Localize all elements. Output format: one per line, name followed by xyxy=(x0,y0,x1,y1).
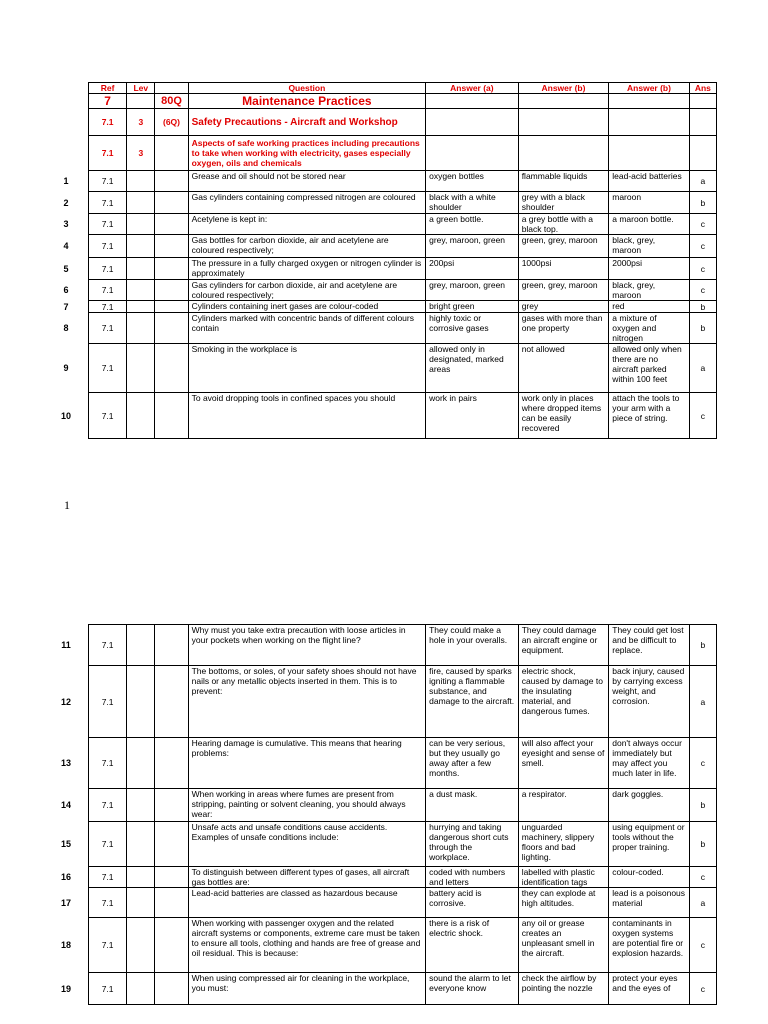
question-count xyxy=(155,192,188,214)
header-ref: Ref xyxy=(89,83,127,94)
answer-c: red xyxy=(609,301,690,313)
question-text: Cylinders marked with concentric bands of different colours contain xyxy=(188,313,426,344)
header-question: Question xyxy=(188,83,426,94)
question-lev xyxy=(127,344,155,393)
answer-a: They could make a hole in your overalls. xyxy=(426,625,519,666)
question-ref: 7.1 xyxy=(89,258,127,280)
answer-a: highly toxic or corrosive gases xyxy=(426,313,519,344)
answer-b: green, grey, maroon xyxy=(518,280,609,301)
question-lev xyxy=(127,301,155,313)
header-answer-a: Answer (a) xyxy=(426,83,519,94)
question-ref: 7.1 xyxy=(89,738,127,789)
question-ref: 7.1 xyxy=(89,280,127,301)
aspect-text: Aspects of safe working practices including precautions to take when working with electricity, gases especially oxygen, oils and chemicals xyxy=(188,136,426,171)
row-number: 3 xyxy=(63,219,69,229)
question-row xyxy=(89,313,717,344)
answer-b: they can explode at high altitudes. xyxy=(518,888,609,918)
answer-b: grey xyxy=(518,301,609,313)
answer-b: green, grey, maroon xyxy=(518,235,609,258)
correct-answer: c xyxy=(689,867,716,888)
question-text: Cylinders containing inert gases are colour-coded xyxy=(188,301,426,313)
question-count xyxy=(155,822,188,867)
question-ref: 7.1 xyxy=(89,235,127,258)
answer-b: unguarded machinery, slippery floors and bad lighting. xyxy=(518,822,609,867)
question-count xyxy=(155,393,188,439)
answer-c: dark goggles. xyxy=(609,789,690,822)
question-lev xyxy=(127,171,155,192)
question-ref: 7.1 xyxy=(89,192,127,214)
question-lev xyxy=(127,888,155,918)
question-row xyxy=(89,888,717,918)
answer-c: lead-acid batteries xyxy=(609,171,690,192)
correct-answer: b xyxy=(689,625,716,666)
answer-b: work only in places where dropped items can be easily recovered xyxy=(518,393,609,439)
question-ref: 7.1 xyxy=(89,822,127,867)
question-text: The bottoms, or soles, of your safety shoes should not have nails or any metallic objects inserted in them. This is to prevent: xyxy=(188,666,426,738)
correct-answer: c xyxy=(689,393,716,439)
question-count xyxy=(155,280,188,301)
question-table-page-2 xyxy=(88,624,717,1005)
question-row xyxy=(89,625,717,666)
row-number: 5 xyxy=(63,263,69,274)
question-count xyxy=(155,666,188,738)
answer-a: 200psi xyxy=(426,258,519,280)
page-number: 1 xyxy=(64,498,70,512)
table-header-row xyxy=(89,83,717,94)
question-ref: 7.1 xyxy=(89,313,127,344)
section-count: (6Q) xyxy=(155,109,188,136)
correct-answer: c xyxy=(689,235,716,258)
question-count xyxy=(155,313,188,344)
answer-c: contaminants in oxygen systems are potential fire or explosion hazards. xyxy=(609,918,690,973)
section-ref: 7.1 xyxy=(89,109,127,136)
correct-answer: a xyxy=(689,171,716,192)
question-lev xyxy=(127,822,155,867)
question-ref: 7.1 xyxy=(89,301,127,313)
correct-answer: b xyxy=(689,192,716,214)
question-text: To distinguish between different types of gases, all aircraft gas bottles are: xyxy=(188,867,426,888)
answer-c: a mixture of oxygen and nitrogen xyxy=(609,313,690,344)
row-number: 6 xyxy=(63,285,69,295)
answer-b: 1000psi xyxy=(518,258,609,280)
question-text: When working with passenger oxygen and the related aircraft systems or components, extreme care must be taken to ensure all tools, clothing and hands are free of grease and oil residual. This is because: xyxy=(188,918,426,973)
answer-b: a respirator. xyxy=(518,789,609,822)
answer-a: work in pairs xyxy=(426,393,519,439)
row-number: 2 xyxy=(63,197,69,208)
question-lev xyxy=(127,973,155,1005)
aspect-row xyxy=(89,136,717,171)
question-count xyxy=(155,918,188,973)
question-count xyxy=(155,214,188,235)
answer-a: black with a white shoulder xyxy=(426,192,519,214)
answer-a: there is a risk of electric shock. xyxy=(426,918,519,973)
answer-a: a green bottle. xyxy=(426,214,519,235)
answer-a: sound the alarm to let everyone know xyxy=(426,973,519,1005)
question-row xyxy=(89,280,717,301)
module-lev xyxy=(127,94,155,109)
question-text: When using compressed air for cleaning in the workplace, you must: xyxy=(188,973,426,1005)
correct-answer: c xyxy=(689,918,716,973)
question-ref: 7.1 xyxy=(89,214,127,235)
row-number: 12 xyxy=(60,696,71,707)
question-ref: 7.1 xyxy=(89,918,127,973)
correct-answer: a xyxy=(689,344,716,393)
aspect-lev: 3 xyxy=(127,136,155,171)
question-row xyxy=(89,301,717,313)
answer-b: flammable liquids xyxy=(518,171,609,192)
answer-c: using equipment or tools without the proper training. xyxy=(609,822,690,867)
question-lev xyxy=(127,192,155,214)
question-ref: 7.1 xyxy=(89,973,127,1005)
question-count xyxy=(155,973,188,1005)
correct-answer: c xyxy=(689,258,716,280)
question-row xyxy=(89,214,717,235)
answer-a: coded with numbers and letters xyxy=(426,867,519,888)
question-ref: 7.1 xyxy=(89,888,127,918)
header-lev: Lev xyxy=(127,83,155,94)
answer-c: attach the tools to your arm with a piece of string. xyxy=(609,393,690,439)
answer-b: grey with a black shoulder xyxy=(518,192,609,214)
correct-answer: a xyxy=(689,666,716,738)
row-number: 11 xyxy=(61,640,71,650)
question-ref: 7.1 xyxy=(89,867,127,888)
answer-b: They could damage an aircraft engine or equipment. xyxy=(518,625,609,666)
question-text: Acetylene is kept in: xyxy=(188,214,426,235)
header-answer-c: Answer (b) xyxy=(609,83,690,94)
question-row xyxy=(89,344,717,393)
answer-a: battery acid is corrosive. xyxy=(426,888,519,918)
question-row xyxy=(89,666,717,738)
question-row xyxy=(89,918,717,973)
question-ref: 7.1 xyxy=(89,666,127,738)
answer-b: any oil or grease creates an unpleasant smell in the aircraft. xyxy=(518,918,609,973)
answer-c: black, grey, maroon xyxy=(609,235,690,258)
row-number: 13 xyxy=(60,758,71,768)
answer-b: will also affect your eyesight and sense of smell. xyxy=(518,738,609,789)
question-text: Gas cylinders containing compressed nitrogen are coloured xyxy=(188,192,426,214)
question-ref: 7.1 xyxy=(89,625,127,666)
question-text: Grease and oil should not be stored near xyxy=(188,171,426,192)
question-count xyxy=(155,867,188,888)
answer-a: fire, caused by sparks igniting a flammable substance, and damage to the aircraft. xyxy=(426,666,519,738)
question-lev xyxy=(127,666,155,738)
correct-answer: c xyxy=(689,280,716,301)
question-lev xyxy=(127,393,155,439)
question-count xyxy=(155,625,188,666)
question-row xyxy=(89,235,717,258)
aspect-ref: 7.1 xyxy=(89,136,127,171)
section-title: Safety Precautions - Aircraft and Workshop xyxy=(188,109,426,136)
question-count xyxy=(155,888,188,918)
answer-c: 2000psi xyxy=(609,258,690,280)
question-ref: 7.1 xyxy=(89,789,127,822)
question-lev xyxy=(127,313,155,344)
module-count: 80Q xyxy=(155,94,188,109)
question-row xyxy=(89,258,717,280)
answer-c: a maroon bottle. xyxy=(609,214,690,235)
question-lev xyxy=(127,258,155,280)
row-number: 8 xyxy=(63,323,69,333)
answer-b: gases with more than one property xyxy=(518,313,609,344)
correct-answer: b xyxy=(689,822,716,867)
row-number: 19 xyxy=(60,983,71,994)
answer-c: They could get lost and be difficult to replace. xyxy=(609,625,690,666)
row-number: 16 xyxy=(60,872,71,882)
row-number: 17 xyxy=(60,897,71,908)
correct-answer: a xyxy=(689,888,716,918)
question-text: When working in areas where fumes are present from stripping, painting or solvent cleaning, you should always wear: xyxy=(188,789,426,822)
header-ans: Ans xyxy=(689,83,716,94)
question-row xyxy=(89,192,717,214)
answer-c: protect your eyes and the eyes of xyxy=(609,973,690,1005)
row-number: 18 xyxy=(60,940,71,950)
question-lev xyxy=(127,235,155,258)
question-text: Unsafe acts and unsafe conditions cause accidents. Examples of unsafe conditions include: xyxy=(188,822,426,867)
answer-c: lead is a poisonous material xyxy=(609,888,690,918)
question-count xyxy=(155,738,188,789)
question-ref: 7.1 xyxy=(89,393,127,439)
correct-answer: b xyxy=(689,789,716,822)
section-row xyxy=(89,109,717,136)
correct-answer: c xyxy=(689,738,716,789)
correct-answer: c xyxy=(689,973,716,1005)
question-lev xyxy=(127,280,155,301)
answer-b: a grey bottle with a black top. xyxy=(518,214,609,235)
question-lev xyxy=(127,625,155,666)
answer-a: grey, maroon, green xyxy=(426,235,519,258)
module-row xyxy=(89,94,717,109)
answer-a: a dust mask. xyxy=(426,789,519,822)
question-row xyxy=(89,789,717,822)
question-count xyxy=(155,789,188,822)
question-lev xyxy=(127,214,155,235)
question-lev xyxy=(127,789,155,822)
row-number: 15 xyxy=(60,839,71,849)
question-row xyxy=(89,867,717,888)
question-text: Gas cylinders for carbon dioxide, air and acetylene are coloured respectively; xyxy=(188,280,426,301)
module-ref: 7 xyxy=(89,94,127,109)
row-number: 9 xyxy=(63,363,69,373)
question-lev xyxy=(127,738,155,789)
row-number: 14 xyxy=(60,800,71,810)
row-number: 7 xyxy=(63,301,69,312)
question-ref: 7.1 xyxy=(89,344,127,393)
question-count xyxy=(155,301,188,313)
correct-answer: b xyxy=(689,301,716,313)
answer-c: black, grey, maroon xyxy=(609,280,690,301)
header-count xyxy=(155,83,188,94)
question-row xyxy=(89,171,717,192)
answer-a: hurrying and taking dangerous short cuts through the workplace. xyxy=(426,822,519,867)
answer-b: labelled with plastic identification tags xyxy=(518,867,609,888)
question-count xyxy=(155,344,188,393)
correct-answer: b xyxy=(689,313,716,344)
question-text: To avoid dropping tools in confined spaces you should xyxy=(188,393,426,439)
module-title: Maintenance Practices xyxy=(188,94,426,109)
answer-a: allowed only in designated, marked areas xyxy=(426,344,519,393)
answer-a: can be very serious, but they usually go away after a few months. xyxy=(426,738,519,789)
question-row xyxy=(89,738,717,789)
answer-a: bright green xyxy=(426,301,519,313)
question-text: Gas bottles for carbon dioxide, air and acetylene are coloured respectively; xyxy=(188,235,426,258)
answer-b: electric shock, caused by damage to the insulating material, and dangerous fumes. xyxy=(518,666,609,738)
question-lev xyxy=(127,867,155,888)
section-lev: 3 xyxy=(127,109,155,136)
row-number: 4 xyxy=(63,241,69,251)
question-text: Smoking in the workplace is xyxy=(188,344,426,393)
question-row xyxy=(89,973,717,1005)
answer-c: colour-coded. xyxy=(609,867,690,888)
header-answer-b: Answer (b) xyxy=(518,83,609,94)
question-count xyxy=(155,235,188,258)
answer-c: allowed only when there are no aircraft parked within 100 feet xyxy=(609,344,690,393)
question-table-page-1 xyxy=(88,82,717,439)
answer-c: don't always occur immediately but may affect you much later in life. xyxy=(609,738,690,789)
answer-c: back injury, caused by carrying excess weight, and corrosion. xyxy=(609,666,690,738)
answer-b: not allowed xyxy=(518,344,609,393)
question-text: Hearing damage is cumulative. This means that hearing problems: xyxy=(188,738,426,789)
question-text: Why must you take extra precaution with loose articles in your pockets when working on the flight line? xyxy=(188,625,426,666)
question-ref: 7.1 xyxy=(89,171,127,192)
question-count xyxy=(155,258,188,280)
answer-a: oxygen bottles xyxy=(426,171,519,192)
answer-b: check the airflow by pointing the nozzle xyxy=(518,973,609,1005)
question-count xyxy=(155,171,188,192)
question-row xyxy=(89,822,717,867)
row-number: 1 xyxy=(63,176,69,186)
question-lev xyxy=(127,918,155,973)
answer-a: grey, maroon, green xyxy=(426,280,519,301)
question-text: The pressure in a fully charged oxygen or nitrogen cylinder is approximately xyxy=(188,258,426,280)
question-text: Lead-acid batteries are classed as hazardous because xyxy=(188,888,426,918)
answer-c: maroon xyxy=(609,192,690,214)
row-number: 10 xyxy=(60,410,71,421)
question-row xyxy=(89,393,717,439)
correct-answer: c xyxy=(689,214,716,235)
